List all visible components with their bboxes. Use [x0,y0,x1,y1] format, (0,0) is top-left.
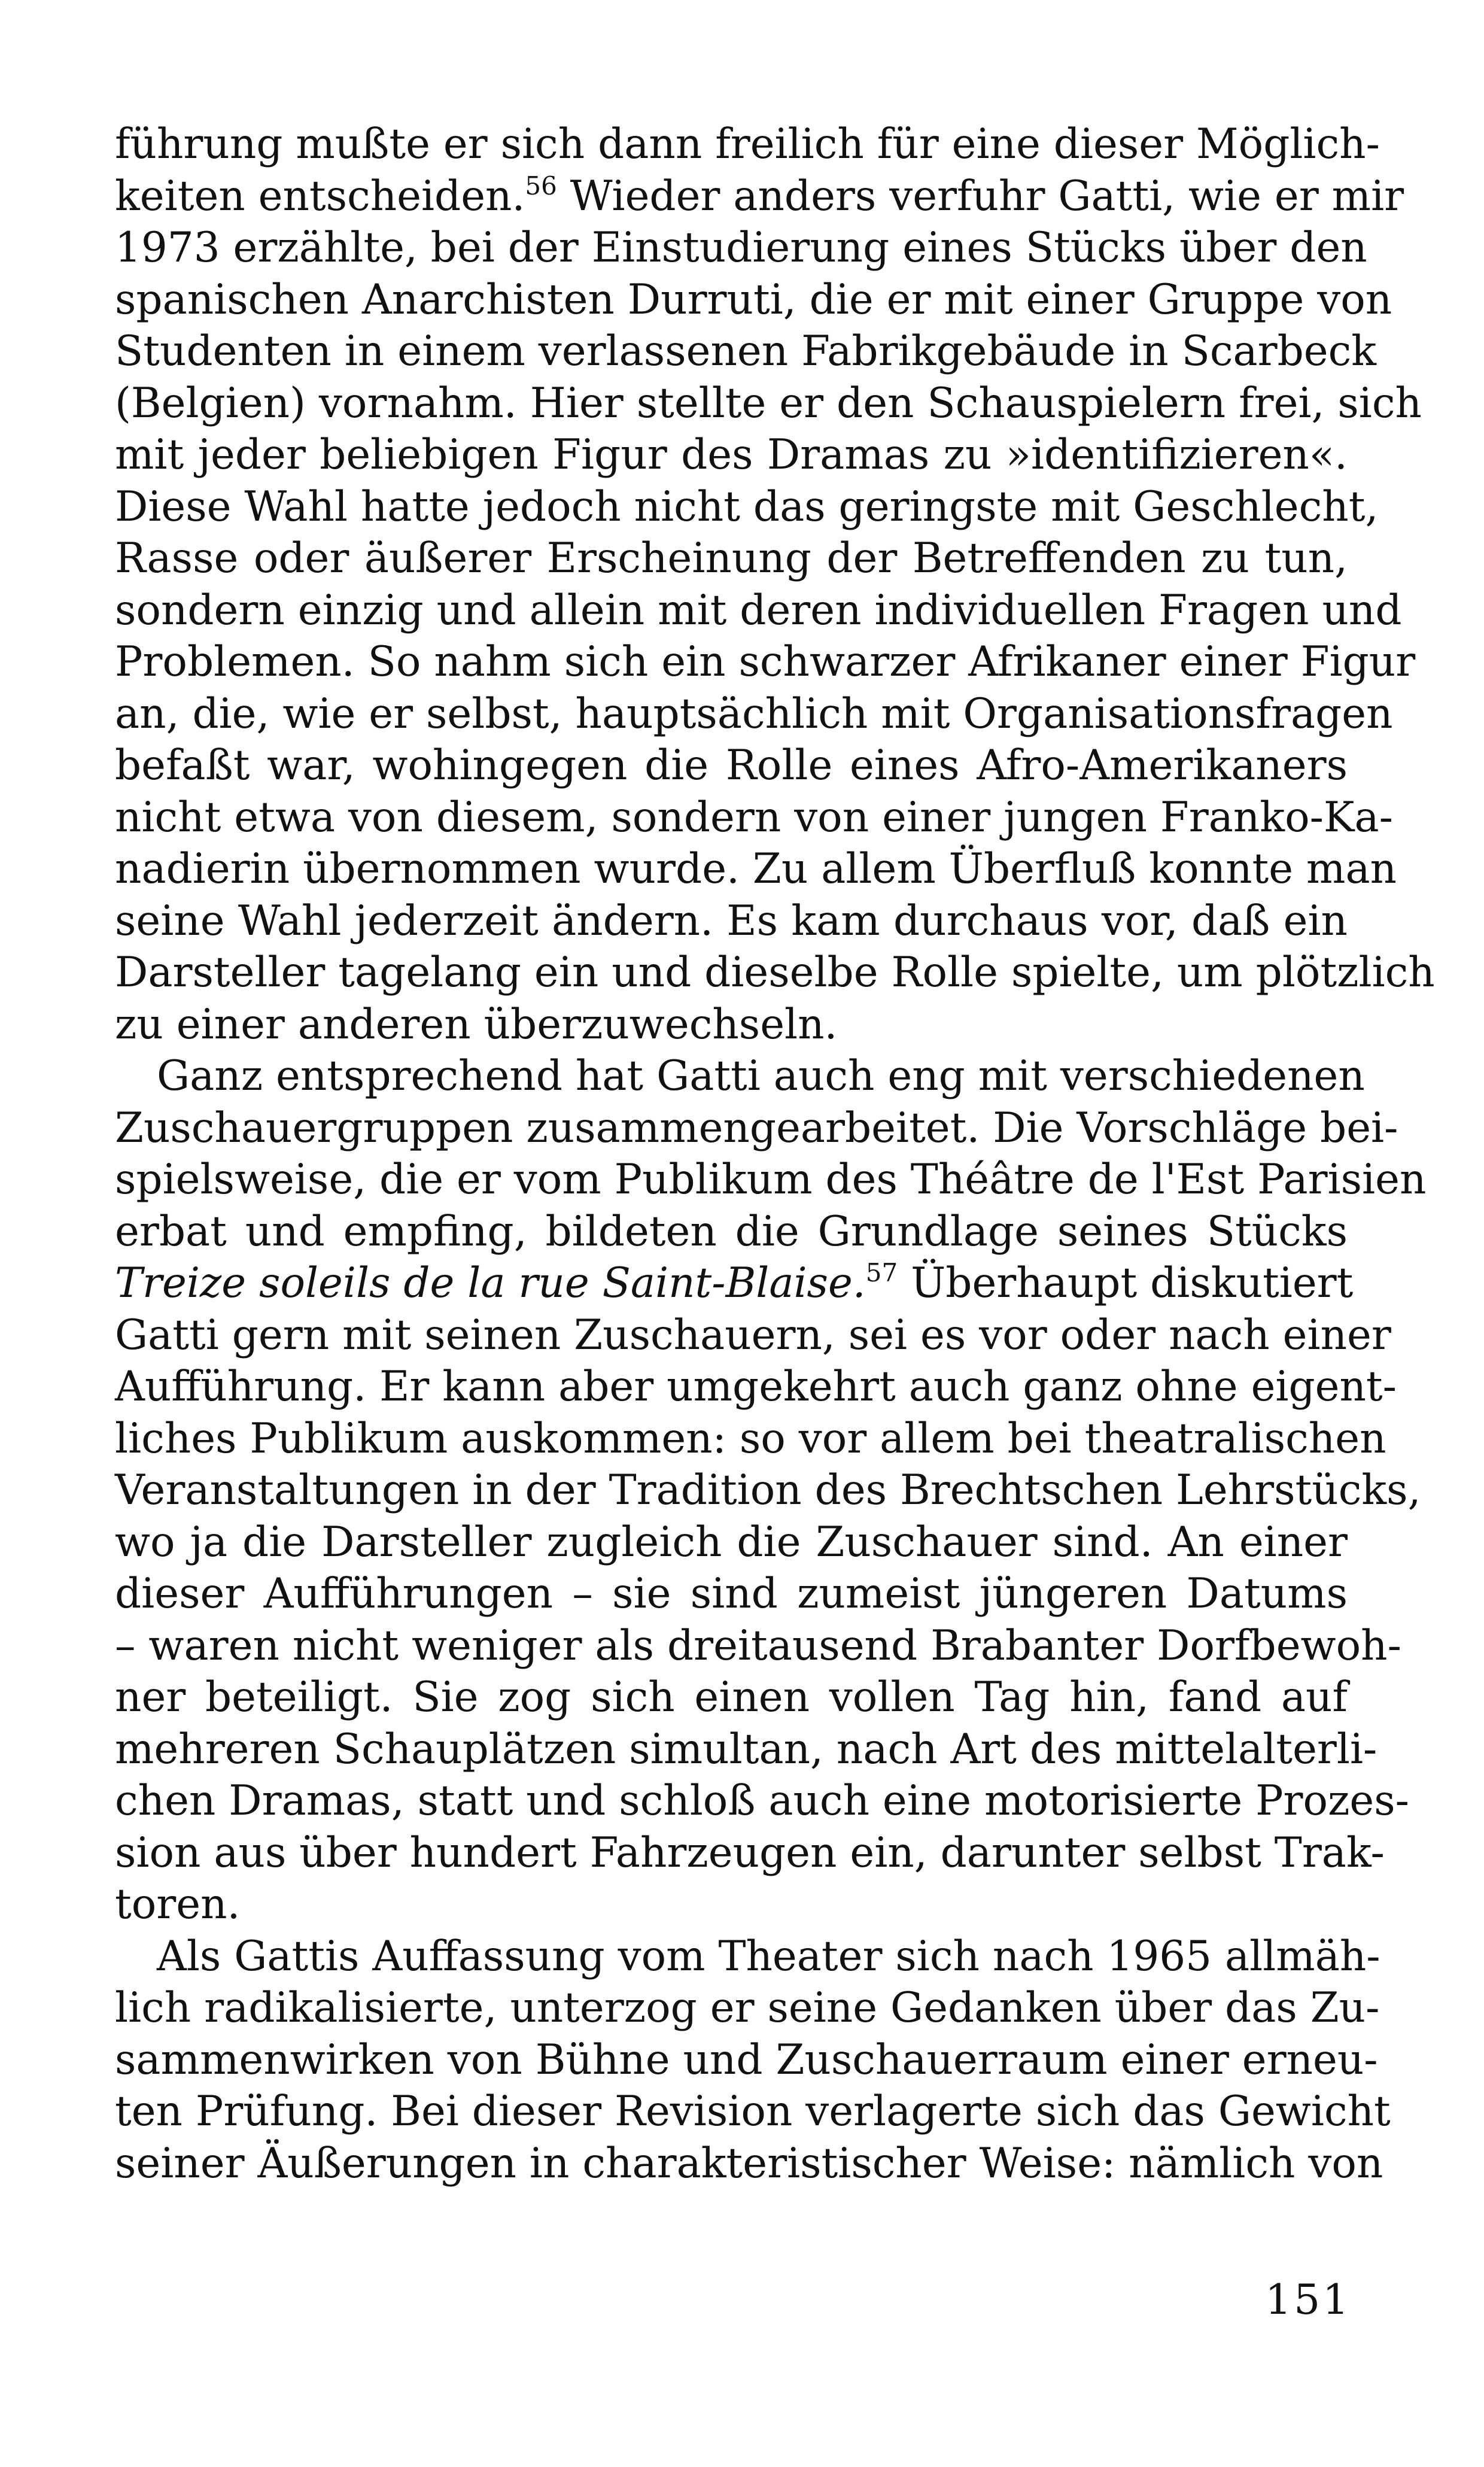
text-line: Aufführung. Er kann aber umgekehrt auch ganz ohne eigent- [115,1363,1397,1411]
text-line: Diese Wahl hatte jedoch nicht das geringste mit Geschlecht, [115,482,1379,531]
body-text [115,119,1435,2189]
page-number: 151 [1265,2276,1351,2324]
text-line: seiner Äußerungen in charakteristischer Weise: nämlich von [115,2139,1383,2188]
text-line: – waren nicht weniger als dreitausend Brabanter Dorfbewoh- [115,1621,1401,1670]
text-line: wo ja die Darsteller zugleich die Zuschauer sind. An einer [115,1518,1348,1566]
text-line: 1973 erzählte, bei der Einstudierung eines Stücks über den [115,224,1367,272]
text-line: befaßt war, wohingegen die Rolle eines Afro-Amerikaners [115,742,1348,789]
text-line: chen Dramas, statt und schloß auch eine motorisierte Prozes- [115,1777,1409,1825]
text-line: ner beteiligt. Sie zog sich einen vollen Tag hin, fand auf [115,1673,1348,1721]
text-line: Veranstaltungen in der Tradition des Brechtschen Lehrstücks, [115,1466,1421,1514]
text-line: mit jeder beliebigen Figur des Dramas zu »identifizieren«. [115,431,1348,479]
work-title: Treize soleils de la rue Saint-Blaise. [115,1259,866,1307]
text-line: Studenten in einem verlassenen Fabrikgebäude in Scarbeck [115,327,1377,375]
text-line: mehreren Schauplätzen simultan, nach Art des mittelalterli- [115,1725,1377,1773]
text-line: Rasse oder äußerer Erscheinung der Betreffenden zu tun, [115,534,1348,582]
text-line: sion aus über hundert Fahrzeugen ein, darunter selbst Trak- [115,1828,1385,1877]
text-line: keiten entscheiden.$^{56}$ Wieder anders verfuhr Gatti, wie er mir [115,171,1404,220]
text-line: Darsteller tagelang ein und dieselbe Rolle spielte, um plötzlich [115,949,1435,996]
text-line: erbat und empfing, bildeten die Grundlage seines Stücks [115,1207,1348,1256]
paragraph-first-line: Als Gattis Auffassung vom Theater sich nach 1965 allmäh- [157,1932,1380,1980]
text-line: sammenwirken von Bühne und Zuschauerraum einer erneu- [115,2035,1378,2084]
text-line: Problemen. So nahm sich ein schwarzer Afrikaner einer Figur [115,638,1416,686]
text-line: spanischen Anarchisten Durruti, die er mit einer Gruppe von [115,275,1392,324]
text-line: (Belgien) vornahm. Hier stellte er den Schauspielern frei, sich [115,379,1422,427]
text-line: liches Publikum auskommen: so vor allem bei theatralischen [115,1414,1386,1463]
text-line: lich radikalisierte, unterzog er seine Gedanken über das Zu- [115,1984,1380,2032]
text-line: führung mußte er sich dann freilich für eine dieser Möglich- [115,120,1380,168]
text-line: zu einer anderen überzuwechseln. [115,1000,838,1049]
text-line: ten Prüfung. Bei dieser Revision verlagerte sich das Gewicht [115,2088,1391,2135]
text-line: Zuschauergruppen zusammengearbeitet. Die Vorschläge bei- [115,1104,1398,1152]
text-line: nicht etwa von diesem, sondern von einer jungen Franko-Ka- [115,793,1393,841]
text-line: sondern einzig und allein mit deren individuellen Fragen und [115,586,1402,634]
text-line: toren. [115,1880,241,1928]
text-line: spielsweise, die er vom Publikum des Théâtre de l'Est Parisien [115,1156,1427,1204]
text-line: nadierin übernommen wurde. Zu allem Überfluß konnte man [115,845,1397,893]
text-line: dieser Aufführungen – sie sind zumeist jüngeren Datums [115,1570,1348,1618]
paragraph-first-line: Ganz entsprechend hat Gatti auch eng mit verschiedenen [157,1052,1365,1100]
footnote-ref: 56 [525,171,557,200]
text-line: seine Wahl jederzeit ändern. Es kam durchaus vor, daß ein [115,897,1348,945]
text-line: Treize soleils de la rue Saint-Blaise.$^{57}$ Überhaupt diskutiert [115,1258,1354,1307]
text-line: Gatti gern mit seinen Zuschauern, sei es vor oder nach einer [115,1311,1391,1359]
footnote-ref: 57 [865,1258,898,1287]
text-line: an, die, wie er selbst, hauptsächlich mit Organisationsfragen [115,689,1393,738]
